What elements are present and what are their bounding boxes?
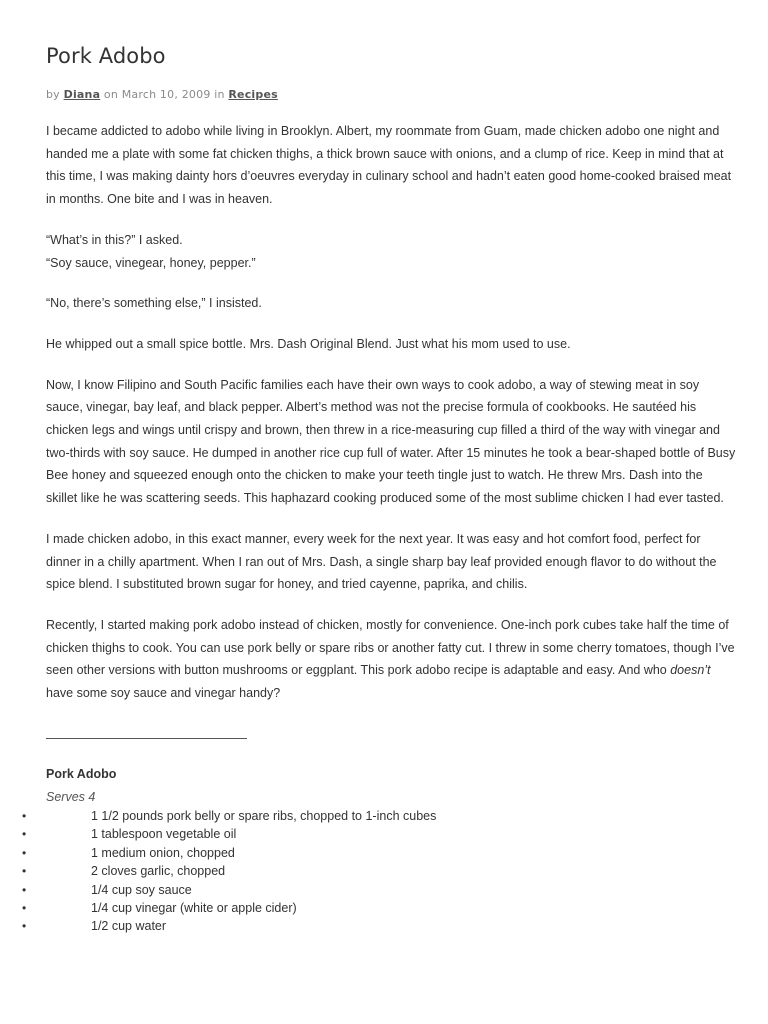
- dialogue-answer: “Soy sauce, vinegear, honey, pepper.”: [46, 255, 256, 270]
- recently-emphasis: doesn’t: [670, 663, 711, 678]
- list-item: [0, 917, 700, 935]
- post-title: Pork Adobo: [46, 44, 166, 68]
- ingredient-text: 1/4 cup vinegar (white or apple cider): [91, 901, 297, 916]
- byline-by: by: [46, 88, 60, 101]
- paragraph-weekly: I made chicken adobo, in this exact manner, every week for the next year. It was easy and hot comfort food, perfect for dinner in a chilly apartment. When I ran out of Mrs. Dash, a single sharp bay leaf provided enough flavor to do without the spice blend. I substituted brown sugar for honey, and tried cayenne, paprika, and chilis.: [46, 531, 717, 592]
- recently-text-before: Recently, I started making pork adobo instead of chicken, mostly for convenience. One-inch pork cubes take half the time of chicken thighs to cook. You can use pork belly or spare ribs or another fatty cut. I threw in some cherry tomatoes, though I’ve seen other versions with button mushrooms or eggplant. This pork adobo recipe is adaptable and easy. And who: [46, 617, 735, 678]
- byline-in: in: [214, 88, 225, 101]
- post-date: March 10, 2009: [121, 88, 211, 101]
- bullet-icon: •: [22, 901, 27, 916]
- list-item: [0, 881, 700, 899]
- post-body: [46, 120, 736, 723]
- paragraph-intro: I became addicted to adobo while living in Brooklyn. Albert, my roommate from Guam, made chicken adobo one night and handed me a plate with some fat chicken thighs, a thick brown sauce with onions, and a clump of rice. Keep in mind that at this time, I was making dainty hors d’oeuvres everyday in culinary school and hadn’t eaten good home-cooked braised meat in months. One bite and I was in heaven.: [46, 124, 732, 207]
- dialogue-question: “What’s in this?” I asked.: [46, 232, 183, 247]
- list-item: [0, 825, 700, 843]
- byline-on: on: [103, 88, 118, 101]
- bullet-icon: •: [22, 882, 27, 897]
- ingredient-text: 2 cloves garlic, chopped: [91, 864, 226, 879]
- list-item: [0, 862, 700, 880]
- author-link[interactable]: Diana: [63, 88, 101, 101]
- paragraph-method: Now, I know Filipino and South Pacific families each have their own ways to cook adobo, a way of stewing meat in soy sauce, vinegar, bay leaf, and black pepper. Albert’s method was not the precise formula of cookbooks. He sautéed his chicken legs and wings until crispy and brown, then threw in a rice-measuring cup filled a third of the way with vinegar and two-thirds with soy sauce. He dumped in another rice cup full of water. After 15 minutes he took a bear-shaped bottle of Busy Bee honey and squeezed enough onto the chicken to make your teeth tingle just to watch. He threw Mrs. Dash into the skillet like he was scattering seeds. This haphazard cooking produced some of the most sublime chicken I had ever tasted.: [46, 377, 736, 506]
- ingredient-text: 1/2 cup water: [91, 919, 167, 934]
- bullet-icon: •: [22, 864, 27, 879]
- ingredient-list: [0, 807, 700, 936]
- category-link[interactable]: Recipes: [228, 88, 278, 101]
- bullet-icon: •: [22, 809, 27, 823]
- post-byline: [46, 88, 278, 101]
- bullet-icon: •: [22, 827, 27, 842]
- recipe-serves: Serves 4: [46, 790, 96, 804]
- paragraph-spice-bottle: He whipped out a small spice bottle. Mrs. Dash Original Blend. Just what his mom used to use.: [46, 336, 571, 351]
- ingredient-text: 1 1/2 pounds pork belly or spare ribs, chopped to 1-inch cubes: [91, 809, 437, 823]
- list-item: [0, 807, 700, 825]
- bullet-icon: •: [22, 919, 27, 934]
- ingredient-text: 1/4 cup soy sauce: [91, 882, 192, 897]
- recipe-title: Pork Adobo: [46, 767, 117, 781]
- section-divider: [46, 738, 247, 739]
- dialogue-insist: “No, there’s something else,” I insisted.: [46, 296, 262, 311]
- paragraph-recently: [46, 614, 736, 705]
- ingredient-text: 1 tablespoon vegetable oil: [91, 827, 237, 842]
- list-item: [0, 899, 700, 917]
- recently-text-after: have some soy sauce and vinegar handy?: [46, 686, 281, 701]
- list-item: [0, 844, 700, 862]
- bullet-icon: •: [22, 845, 27, 860]
- ingredient-text: 1 medium onion, chopped: [91, 845, 235, 860]
